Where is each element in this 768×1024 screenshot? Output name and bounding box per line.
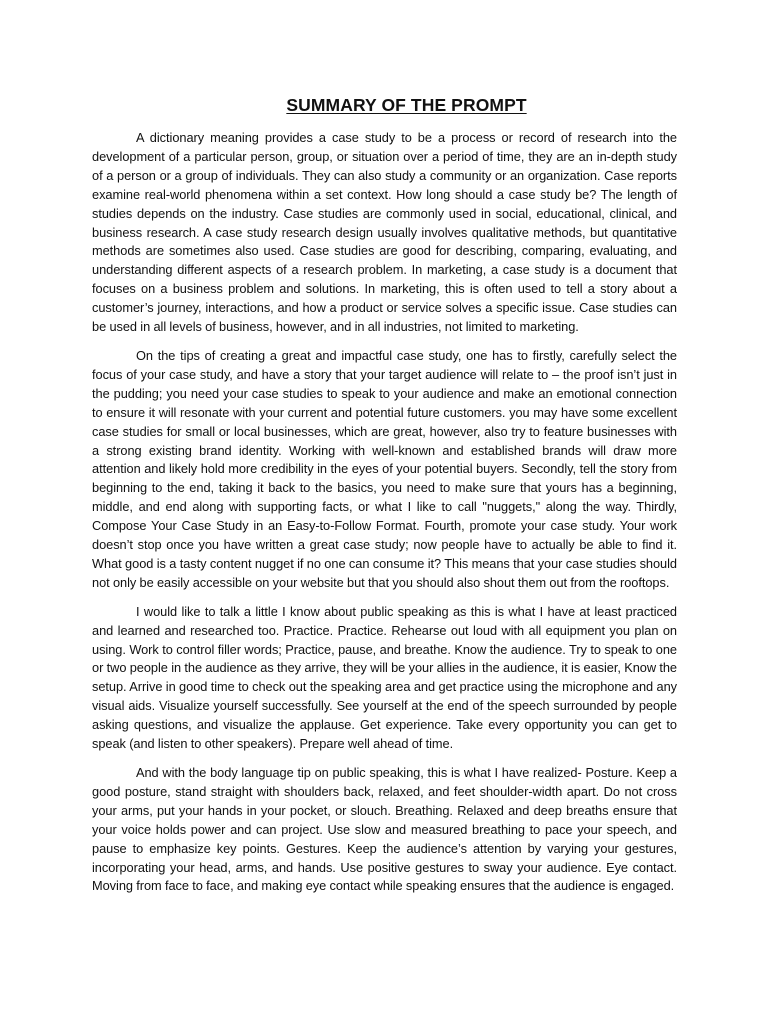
paragraph-case-study-tips: On the tips of creating a great and impactful case study, one has to firstly, carefully select the focus of your case study, and have a story that your target audience will relate to – the proof isn’t just in the pudding; you need your case studies to speak to your audience and make an emotional connection to ensure it will resonate with your current and potential future customers. you may have some excellent case studies for small or local businesses, which are great, however, also try to feature businesses with a strong existing brand identity. Working with well-known and established brands will draw more attention and likely hold more credibility in the eyes of your potential buyers. Secondly, tell the story from beginning to the end, taking it back to the basics, you need to make sure that yours has a beginning, middle, and end along with supporting facts, or what I like to call "nuggets," along the way. Thirdly, Compose Your Case Study in an Easy-to-Follow Format. Fourth, promote your case study. Your work doesn’t stop once you have written a great case study; now people have to actually be able to find it. What good is a tasty content nugget if no one can consume it? This means that your case studies should not only be easily accessible on your website but that you should also shout them out from the rooftops. — [92, 347, 677, 590]
paragraph-body-language: And with the body language tip on public speaking, this is what I have realized- Posture. Keep a good posture, stand straight with shoulders back, relaxed, and feet shoulder-width apart. Do not cross your arms, put your hands in your pocket, or slouch. Breathing. Relaxed and deep breaths ensure that your voice holds power and can project. Use slow and measured breathing to pace your speech, and pause to emphasize key points. Gestures. Keep the audience’s attention by varying your gestures, incorporating your head, arms, and hands. Use positive gestures to sway your audience. Eye contact. Moving from face to face, and making eye contact while speaking ensures that the audience is engaged. — [92, 765, 677, 894]
paragraph-public-speaking: I would like to talk a little I know about public speaking as this is what I have at least practiced and learned and researched too. Practice. Practice. Rehearse out loud with all equipment you plan on using. Work to control filler words; Practice, pause, and breathe. Know the audience. Try to speak to one or two people in the audience as they arrive, they will be your allies in the audience, it is easier, Know the setup. Arrive in good time to check out the speaking area and get practice using the microphone and any visual aids. Visualize yourself successfully. See yourself at the end of the speech surrounded by people asking questions, and visualize the applause. Get experience. Take every opportunity you can get to speak (and listen to other speakers). Prepare well ahead of time. — [92, 603, 677, 752]
document-body — [92, 129, 677, 906]
document-title: SUMMARY OF THE PROMPT — [286, 95, 527, 115]
paragraph-case-study-definition: A dictionary meaning provides a case study to be a process or record of research into the development of a particular person, group, or situation over a period of time, they are an in-depth study of a person or a group of individuals. They can also study a community or an organization. Case reports examine real-world phenomena within a set context. How long should a case study be? The length of studies depends on the industry. Case studies are commonly used in social, educational, clinical, and business research. A case study research design usually involves qualitative methods, but quantitative methods are sometimes also used. Case studies are good for describing, comparing, evaluating, and understanding different aspects of a research problem. In marketing, a case study is a document that focuses on a business problem and solutions. In marketing, this is often used to tell a story about a customer’s journey, interactions, and how a product or service solves a specific issue. Case studies can be used in all levels of business, however, and in all industries, not limited to marketing. — [92, 130, 677, 335]
